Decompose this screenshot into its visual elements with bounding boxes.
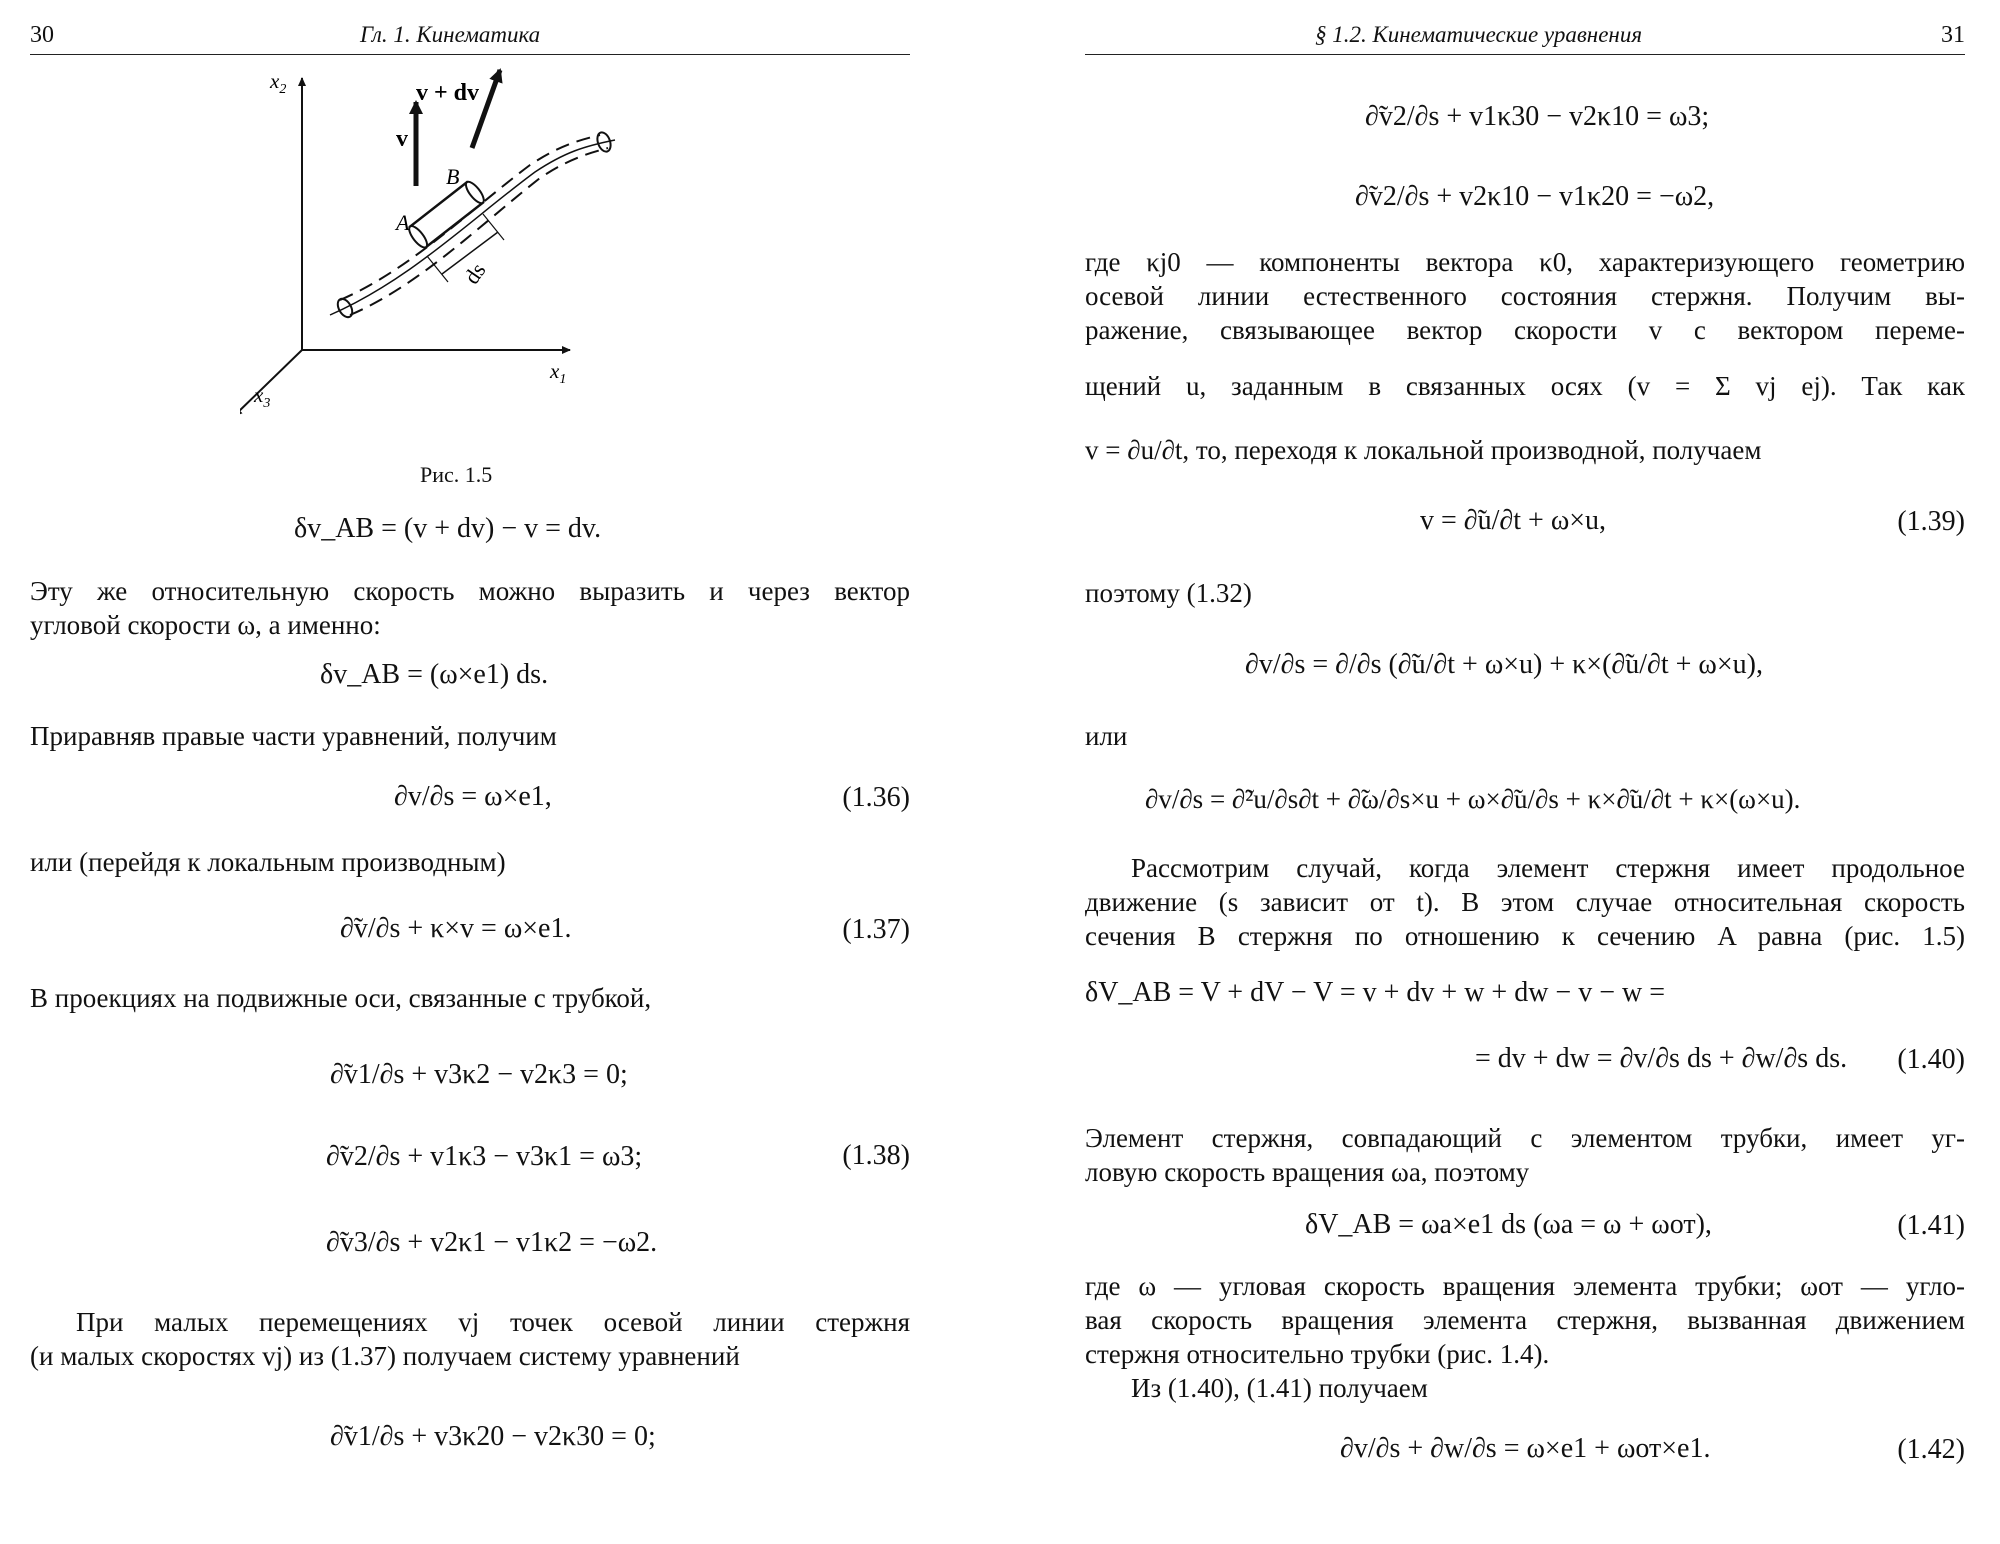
tube-axis [330, 140, 615, 315]
eqno-1-41: (1.41) [1897, 1210, 1965, 1241]
right-p1-line1: где κj0 — компоненты вектора κ0, характеризующего геометрию [1085, 247, 1965, 277]
label-v: v [396, 126, 408, 152]
label-b: B [446, 164, 460, 189]
eq-1-38c: ∂̃v3/∂s + v2κ1 − v1κ2 = −ω2. [326, 1227, 658, 1258]
eq-long: ∂v/∂s = ∂̃²u/∂s∂t + ∂̃ω/∂s×u + ω×∂̃u/∂s + κ×∂̃u/∂t + κ×(ω×u). [1145, 784, 1801, 814]
left-p1-line1: Эту же относительную скорость можно выразить и через вектор [30, 576, 910, 606]
left-p5-line2: (и малых скоростях vj) из (1.37) получаем систему уравнений [30, 1341, 740, 1371]
eq-small-3: ∂̃v2/∂s + v2κ10 − v1κ20 = −ω2, [1355, 181, 1715, 212]
left-header-title: Гл. 1. Кинематика [360, 22, 541, 47]
label-x1: $x_1$ [550, 359, 567, 387]
label-a: A [396, 210, 410, 235]
right-p6-line1: где ω — угловая скорость вращения элемента трубки; ωот — угло- [1085, 1271, 1965, 1301]
right-page-number: 31 [1941, 22, 1965, 48]
left-p4: В проекциях на подвижные оси, связанные с трубкой, [30, 983, 652, 1013]
right-p7: Из (1.40), (1.41) получаем [1131, 1373, 1428, 1403]
eq-1-38a: ∂̃v1/∂s + v3κ2 − v2κ3 = 0; [330, 1059, 628, 1090]
right-p1-line5: v = ∂u/∂t, то, переходя к локальной производной, получаем [1085, 435, 1762, 465]
axis-x3 [240, 350, 302, 416]
eq-1-38b: ∂̃v2/∂s + v1κ3 − v3κ1 = ω3; [326, 1141, 643, 1172]
label-ds: ds [458, 258, 491, 289]
right-page-header [1085, 22, 1965, 55]
eqno-1-39: (1.39) [1897, 506, 1965, 537]
eq-dvab [294, 512, 601, 546]
right-p4-line3: сечения B стержня по отношению к сечению A равна (рис. 1.5) [1085, 921, 1965, 951]
eqno-1-38: (1.38) [842, 1140, 910, 1171]
eq-1-42: ∂v/∂s + ∂w/∂s = ω×e1 + ωот×e1. [1340, 1433, 1711, 1464]
eq-1-37: ∂̃v/∂s + κ×v = ω×e1. [340, 913, 572, 944]
label-v-plus-dv: v + dv [416, 80, 480, 106]
rod-element-ab [406, 179, 487, 250]
left-page [30, 0, 910, 1544]
eqno-1-40: (1.40) [1897, 1044, 1965, 1075]
eq-1-39: v = ∂̃u/∂t + ω×u, [1420, 505, 1607, 536]
eq-1-32-expand: ∂v/∂s = ∂/∂s (∂̃u/∂t + ω×u) + κ×(∂̃u/∂t + ω×u), [1245, 649, 1763, 680]
eq-1-36: ∂v/∂s = ω×e1, [394, 781, 552, 812]
eq-1-40a: δV_AB = V + dV − V = v + dv + w + dw − v − w = [1085, 977, 1666, 1008]
left-p2: Приравняв правые части уравнений, получим [30, 721, 557, 751]
eq-dvab-text: δv_AB = (v + dv) − v = dv. [294, 513, 602, 544]
right-p4-line2: движение (s зависит от t). В этом случае относительная скорость [1085, 887, 1965, 917]
eq-1-41: δV_AB = ωa×e1 ds (ωa = ω + ωот), [1305, 1209, 1712, 1240]
right-header-title: § 1.2. Кинематические уравнения [1315, 22, 1643, 47]
right-p5-line2: ловую скорость вращения ωa, поэтому [1085, 1157, 1530, 1187]
label-x2: $x_2$ [270, 69, 287, 97]
right-p3: или [1085, 721, 1128, 751]
left-page-number: 30 [30, 22, 54, 48]
left-p1-line2: угловой скорости ω, а именно: [30, 610, 381, 640]
eq-1-40b: = dv + dw = ∂v/∂s ds + ∂w/∂s ds. [1475, 1043, 1848, 1074]
left-p3: или (перейдя к локальным производным) [30, 847, 506, 877]
left-p5-line1: При малых перемещениях vj точек осевой линии стержня [76, 1307, 910, 1337]
right-p1-line4: щений u, заданным в связанных осях (v = Σ vj ej). Так как [1085, 371, 1965, 401]
tube-lower [350, 148, 608, 315]
eq-small-1: ∂̃v1/∂s + v3κ20 − v2κ30 = 0; [330, 1421, 656, 1452]
eqno-1-37: (1.37) [842, 914, 910, 945]
eq-small-2: ∂̃v2/∂s + v1κ30 − v2κ10 = ω3; [1365, 101, 1710, 132]
right-p4-line1: Рассмотрим случай, когда элемент стержня имеет продольное [1131, 853, 1965, 883]
label-x3: $x_3$ [254, 383, 271, 411]
right-p5-line1: Элемент стержня, совпадающий с элементом трубки, имеет уг- [1085, 1123, 1965, 1153]
right-p6-line3: стержня относительно трубки (рис. 1.4). [1085, 1339, 1550, 1369]
ds-tick-a [427, 256, 448, 282]
right-p2: поэтому (1.32) [1085, 578, 1252, 608]
right-p6-line2: вая скорость вращения элемента стержня, вызванная движением [1085, 1305, 1965, 1335]
figure-caption: Рис. 1.5 [420, 462, 493, 487]
right-page [1085, 0, 1965, 1544]
eq-omega: δv_AB = (ω×e1) ds. [320, 659, 549, 690]
eqno-1-36: (1.36) [842, 782, 910, 813]
right-p1-line2: осевой линии естественного состояния стержня. Получим вы- [1085, 281, 1965, 311]
left-page-header [30, 22, 910, 55]
figure-1-5 [240, 60, 740, 450]
right-p1-line3: ражение, связывающее вектор скорости v с вектором переме- [1085, 315, 1965, 345]
eqno-1-42: (1.42) [1897, 1434, 1965, 1465]
